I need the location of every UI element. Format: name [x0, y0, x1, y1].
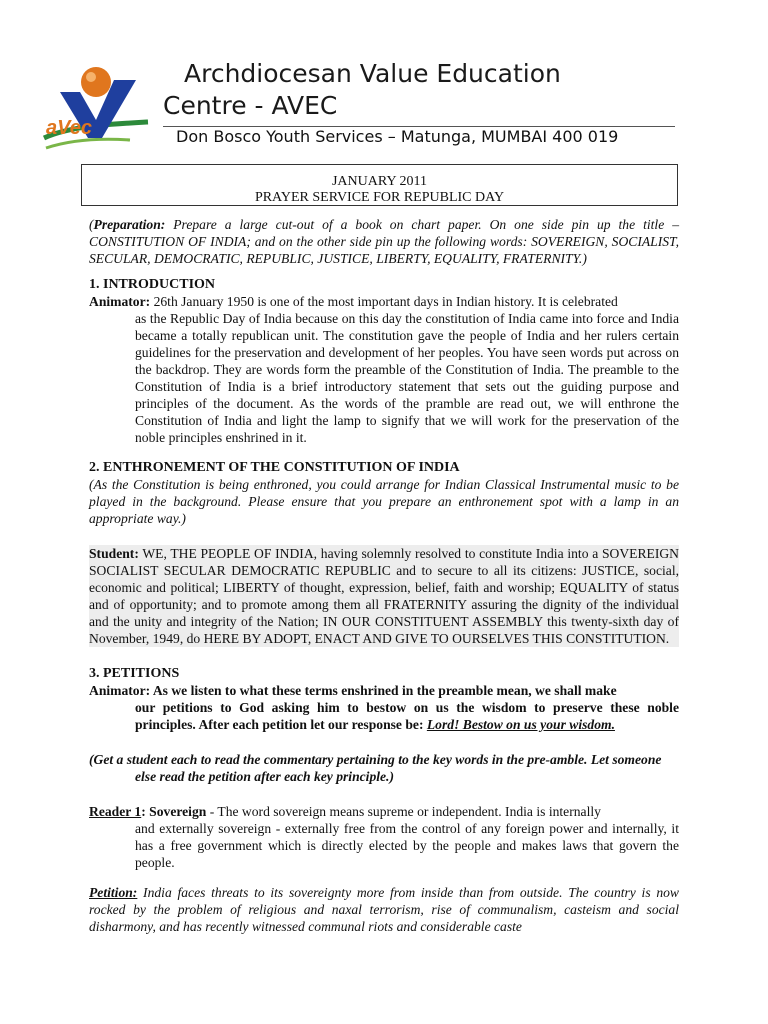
term-sovereign: Sovereign	[145, 804, 207, 819]
org-name	[163, 58, 723, 122]
title-date: JANUARY 2011	[331, 174, 428, 189]
petitions-note: (Get a student each to read the commentary pertaining to the key words in the pre-amble. Let someone else read the petition after each key principle.)	[89, 752, 662, 784]
section-heading-enthronement: 2. ENTHRONEMENT OF THE CONSTITUTION OF INDIA	[89, 460, 460, 475]
intro-paragraph: Animator: 26th January 1950 is one of the most important days in Indian history. It is celebrated as the Republic Day of India because on this day the constitution of India came into force and India became a totally republican unit. The constitution gave the people of India and her rulers certain guidelines for the preservation and development of her peoples. You have seen words put across on the backdrop. They are words form the preamble of the Constitution of India. The preamble to the Constitution of India is a brief introductory statement that sets out the guiding purpose and principles of the document. As the words of the pramble are read out, we will enthrone the Constitution of India and light the lamp to signify that we will work for the preservation of the noble principles enshrined in it.	[89, 294, 679, 445]
petition1-paragraph: Petition: India faces threats to its sovereignty more from inside than from outside. The country is now rocked by the problem of religious and naxal terrorism, rise of communalism, casteism and social disharmony, and has recently witnessed communal riots and considerable caste	[89, 885, 679, 934]
org-name-line2: Centre - AVEC	[163, 91, 338, 120]
reader1-label: Reader 1	[89, 804, 142, 819]
speaker-student: Student:	[89, 546, 139, 561]
speaker-animator: Animator:	[89, 294, 151, 309]
document-body	[89, 216, 679, 935]
logo-globe	[81, 67, 111, 97]
section-heading-introduction: 1. INTRODUCTION	[89, 277, 216, 292]
section-heading-petitions: 3. PETITIONS	[89, 666, 180, 681]
response-text: Lord! Bestow on us your wisdom.	[426, 717, 615, 732]
enthronement-note: (As the Constitution is being enthroned, you could arrange for Indian Classical Instrumental music to be played in the background. Please ensure that you prepare an enthronement spot with a lamp in an appropriate way.)	[89, 477, 679, 526]
petitions-intro: Animator: As we listen to what these terms enshrined in the preamble mean, we shall make our petitions to God asking him to bestow on us the wisdom to preserve these noble principles. After each petition let our response be: Lord! Bestow on us your wisdom.	[89, 683, 679, 732]
reader1-paragraph: Reader 1: Sovereign - The word sovereign means supreme or independent. India is internally and externally sovereign - externally free from the control of any foreign power and internally, it has a free government which is directly elected by the people and makes laws that govern the people.	[89, 804, 679, 870]
avec-logo	[40, 52, 158, 160]
org-name-line1: Archdiocesan Value Education	[184, 59, 561, 88]
logo-text: aVec	[46, 117, 92, 139]
preamble-reading: Student: WE, THE PEOPLE OF INDIA, having solemnly resolved to constitute India into a SOVEREIGN SOCIALIST SECULAR DEMOCRATIC REPUBLIC and to secure to all its citizens: JUSTICE, social, economic and political; LIBERTY of thought, expression, belief, faith and worship; EQUALITY of status and of opportunity; and to promote among them all FRATERNITY assuring the dignity of the individual and the unity and integrity of the Nation; IN OUR CONSTITUENT ASSEMBLY this twenty-sixth day of November, 1949, do HERE BY ADOPT, ENACT AND GIVE TO OURSELVES THIS CONSTITUTION.	[89, 546, 679, 646]
preparation-label: Preparation:	[93, 217, 166, 232]
preparation-note: (Preparation: Prepare a large cut-out of a book on chart paper. On one side pin up the title – CONSTITUTION OF INDIA; and on the other side pin up the following words: SOVEREIGN, SOCIALIST, SECULAR, DEMOCRATIC, REPUBLIC, JUSTICE, LIBERTY, EQUALITY, FRATERNITY.)	[89, 217, 679, 266]
title-box	[81, 164, 678, 206]
title-service: PRAYER SERVICE FOR REPUBLIC DAY	[254, 190, 505, 205]
org-subtitle: Don Bosco Youth Services – Matunga, MUMBAI 400 019	[176, 127, 619, 146]
speaker-animator: Animator:	[89, 683, 151, 698]
petition-label: Petition:	[89, 885, 138, 900]
